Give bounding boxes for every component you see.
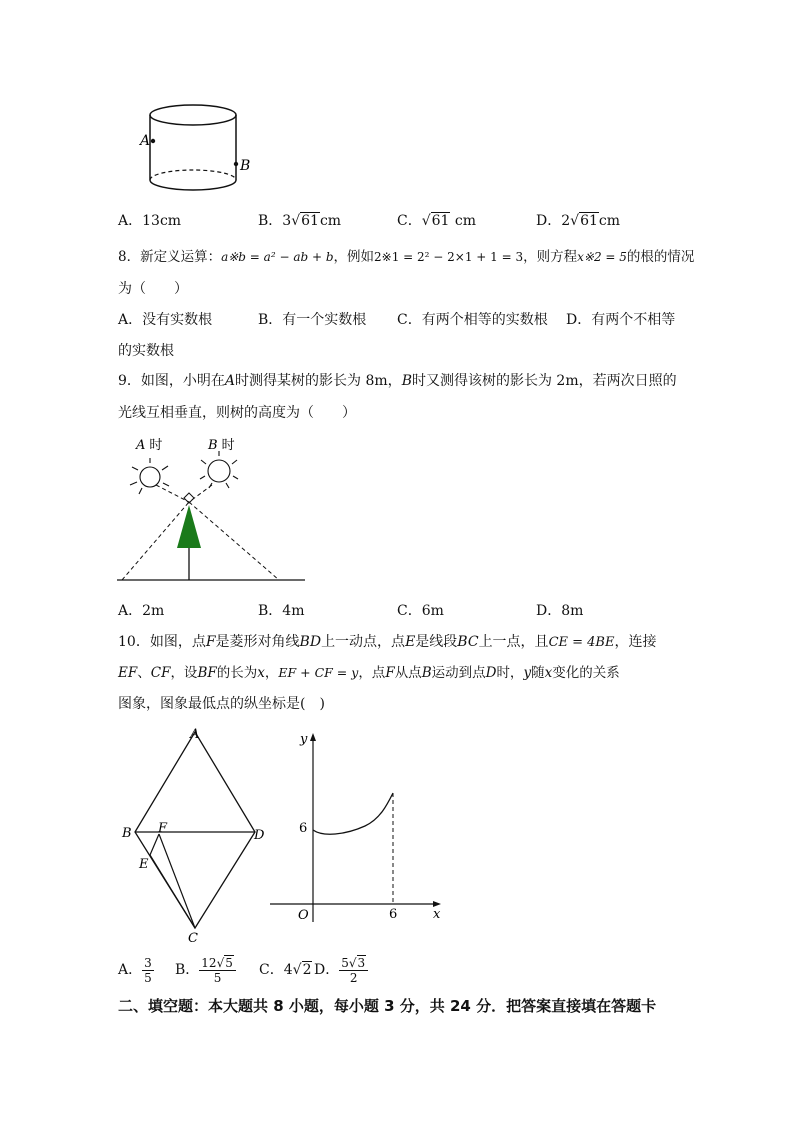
q10-option-a: A． $\frac{3}{5}$ — [118, 955, 152, 985]
q8-line2: 为（ ） — [118, 281, 188, 297]
svg-text:6: 6 — [299, 821, 308, 836]
q8-line1: 8．新定义运算：a※b = a² − ab + b，例如2※1 = 2² − 2×1 + 1 = 3，则方程x※2 = 5的根的情况 — [118, 249, 695, 265]
sun-b-icon — [200, 451, 238, 488]
q7-option-a: A．13cm — [118, 213, 182, 229]
cylinder-label-a: A — [140, 133, 151, 149]
q9-option-b: B．4m — [258, 603, 305, 619]
q8-option-d: D．有两个不相等 — [566, 312, 676, 328]
svg-text:D: D — [254, 828, 265, 843]
q9-option-d: D．8m — [536, 603, 584, 619]
svg-text:E: E — [139, 857, 149, 872]
svg-text:A时: A 时 — [136, 438, 163, 453]
q8-option-b: B．有一个实数根 — [258, 312, 367, 328]
tree-shadow-figure — [112, 430, 312, 590]
q9-option-c: C．6m — [397, 603, 444, 619]
svg-text:6: 6 — [389, 907, 398, 922]
q9-line2: 光线互相垂直，则树的高度为（ ） — [118, 405, 356, 421]
cylinder-label-b: B — [240, 158, 251, 174]
q10-line2: EF、CF，设BF的长为x，EF + CF = y，点F从点B运动到点D时，y随x变化的关系 — [118, 665, 620, 681]
q8-option-c: C．有两个相等的实数根 — [397, 312, 548, 328]
q8-option-a: A．没有实数根 — [118, 312, 213, 328]
svg-text:B时: B 时 — [208, 438, 235, 453]
function-graph — [265, 727, 450, 927]
rhombus-figure — [115, 722, 275, 947]
q10-option-b: B． $\frac{12√5}{5}$ — [175, 953, 236, 987]
cylinder-figure — [135, 98, 255, 198]
svg-text:O: O — [298, 908, 309, 923]
q10-option-d: D． $\frac{5√3}{2}$ — [314, 953, 368, 987]
svg-text:C: C — [188, 931, 198, 946]
q10-line3: 图象，图象最低点的纵坐标是( ) — [118, 696, 325, 712]
q10-line1: 10．如图，点F是菱形对角线BD上一动点，点E是线段BC上一点，且CE = 4BE，连接 — [118, 634, 657, 650]
svg-text:B: B — [122, 826, 132, 841]
q10-option-c: C．4√2 — [259, 962, 312, 978]
q7-option-c: C．√61 cm — [397, 213, 477, 229]
svg-text:F: F — [158, 821, 168, 836]
q9-option-a: A．2m — [118, 603, 165, 619]
svg-text:y: y — [300, 732, 308, 747]
svg-text:x: x — [433, 907, 441, 922]
q8-option-d-cont: 的实数根 — [118, 343, 174, 359]
svg-text:A: A — [190, 727, 200, 742]
q7-option-b: B．3√61cm — [258, 213, 342, 229]
q9-line1: 9．如图，小明在A时测得某树的影长为 8m，B时又测得该树的影长为 2m，若两次日照的 — [118, 373, 677, 389]
q7-option-d: D．2√61cm — [536, 213, 621, 229]
section-heading: 二、填空题：本大题共 8 小题，每小题 3 分，共 24 分．把答案直接填在答题卡 — [118, 997, 657, 1015]
tree-icon — [177, 505, 201, 548]
